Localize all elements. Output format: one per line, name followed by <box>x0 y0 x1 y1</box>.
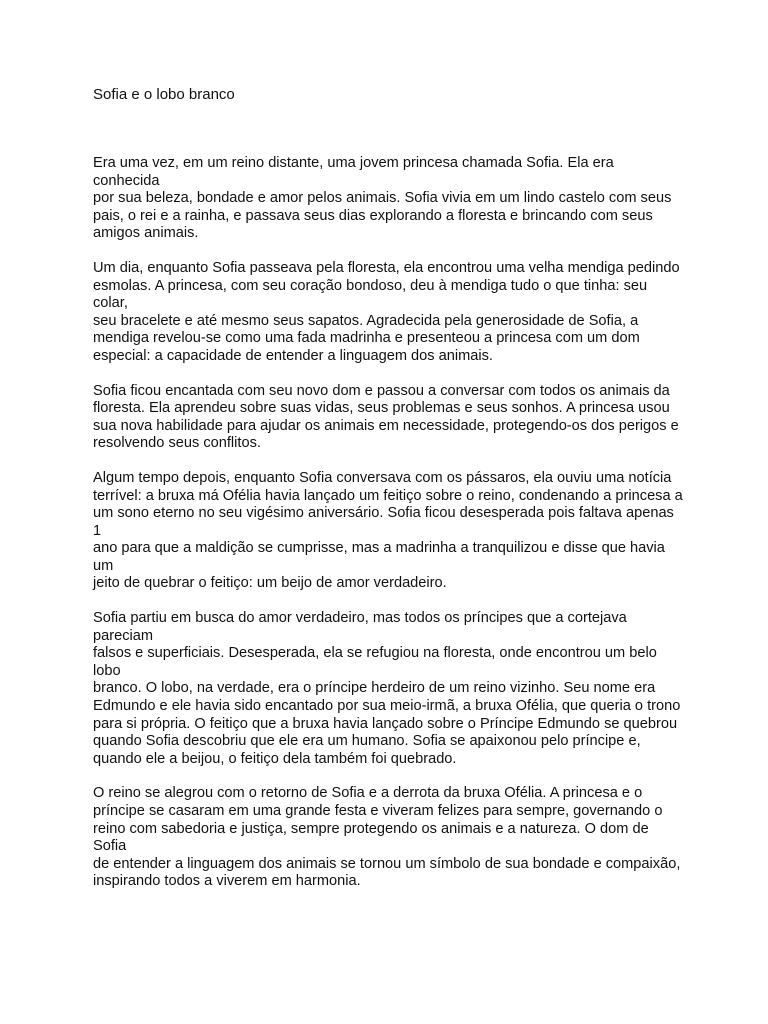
paragraph-4: Algum tempo depois, enquanto Sofia conversava com os pássaros, ela ouviu uma notícia terrível: a bruxa má Ofélia havia lançado um feitiço sobre o reino, condenando a princesa a um sono eterno no seu vigésimo aniversário. Sofia ficou desesperada pois faltava apenas 1 ano para que a maldição se cumprisse, mas a madrinha a tranquilizou e disse que havia um jeito de quebrar o feitiço: um beijo de amor verdadeiro. <box>93 469 683 592</box>
paragraph-1: Era uma vez, em um reino distante, uma jovem princesa chamada Sofia. Ela era conhecida por sua beleza, bondade e amor pelos animais. Sofia vivia em um lindo castelo com seus pais, o rei e a rainha, e passava seus dias explorando a floresta e brincando com seus amigos animais. <box>93 155 672 242</box>
document-title: Sofia e o lobo branco <box>93 86 235 103</box>
paragraph-3: Sofia ficou encantada com seu novo dom e passou a conversar com todos os animais da floresta. Ela aprendeu sobre suas vidas, seus problemas e seus sonhos. A princesa usou sua nova habilidade para ajudar os animais em necessidade, protegendo-os dos perigos e resolvendo seus conflitos. <box>93 382 679 452</box>
paragraph-2: Um dia, enquanto Sofia passeava pela floresta, ela encontrou uma velha mendiga pedindo esmolas. A princesa, com seu coração bondoso, deu à mendiga tudo o que tinha: seu colar, seu bracelete e até mesmo seus sapatos. Agradecida pela generosidade de Sofia, a mendiga revelou-se como uma fada madrinha e presenteou a princesa com um dom especial: a capacidade de entender a linguagem dos animais. <box>93 259 680 364</box>
paragraph-6: O reino se alegrou com o retorno de Sofia e a derrota da bruxa Ofélia. A princesa e o príncipe se casaram em uma grande festa e viveram felizes para sempre, governando o reino com sabedoria e justiça, sempre protegendo os animais e a natureza. O dom de Sofia de entender a linguagem dos animais se tornou um símbolo de sua bondade e compaixão, inspirando todos a viverem em harmonia. <box>93 785 681 890</box>
document-body <box>93 155 683 908</box>
paragraph-5: Sofia partiu em busca do amor verdadeiro, mas todos os príncipes que a cortejava pareciam falsos e superficiais. Desesperada, ela se refugiou na floresta, onde encontrou um belo lobo branco. O lobo, na verdade, era o príncipe herdeiro de um reino vizinho. Seu nome era Edmundo e ele havia sido encantado por sua meio-irmã, a bruxa Ofélia, que queria o trono para si própria. O feitiço que a bruxa havia lançado sobre o Príncipe Edmundo se quebrou quando Sofia descobriu que ele era um humano. Sofia se apaixonou pelo príncipe e, quando ele a beijou, o feitiço dela também foi quebrado. <box>93 610 681 767</box>
